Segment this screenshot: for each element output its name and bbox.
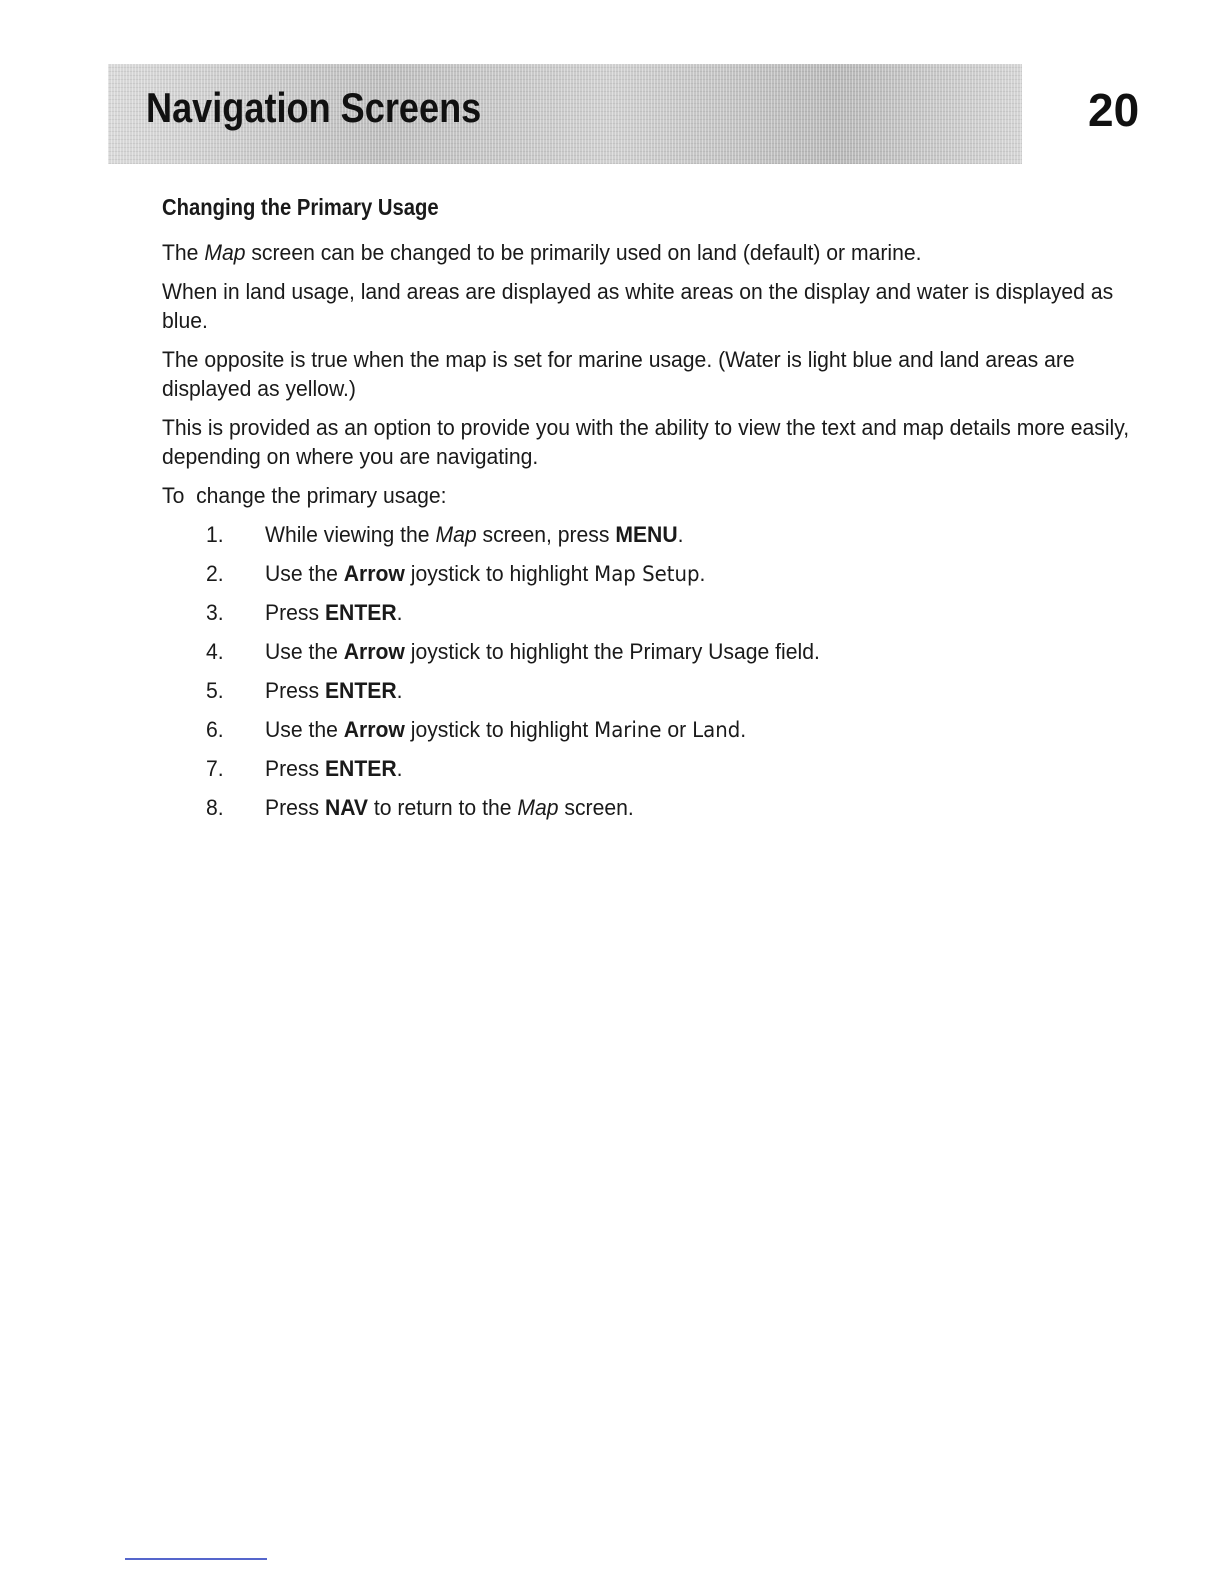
step-text xyxy=(265,676,403,705)
text-run: screen can be changed to be primarily used on land (default) or marine. xyxy=(245,240,922,265)
map-screen-name: Map xyxy=(517,795,559,820)
list-item xyxy=(162,715,1142,754)
map-screen-name: Map xyxy=(435,522,477,547)
step-text xyxy=(265,520,683,549)
step-text xyxy=(265,637,820,666)
paragraph-marine-usage: The opposite is true when the map is set for marine usage. (Water is light blue and land areas are displayed as yellow.) xyxy=(162,347,1075,401)
step-number: 3. xyxy=(206,600,224,625)
text-run: . xyxy=(699,561,706,586)
step-text xyxy=(265,598,403,627)
arrow-key: Arrow xyxy=(343,561,405,586)
text-run: to return to the xyxy=(368,795,518,820)
text-run: Use the xyxy=(265,561,344,586)
marine-option: Marine xyxy=(594,718,662,742)
step-text xyxy=(265,754,403,783)
list-item xyxy=(162,520,1142,559)
text-run: Press xyxy=(265,795,325,820)
step-number: 5. xyxy=(206,678,224,703)
text-run: joystick to highlight xyxy=(404,717,595,742)
text-run: screen. xyxy=(558,795,634,820)
step-text xyxy=(265,715,746,745)
text-run: Press xyxy=(265,600,325,625)
paragraph-intro xyxy=(162,238,1140,267)
enter-key: ENTER xyxy=(324,756,397,781)
text-run: screen, press xyxy=(476,522,616,547)
text-run: Use the xyxy=(265,639,344,664)
list-item xyxy=(162,559,1142,598)
footer-rule xyxy=(125,1558,267,1560)
text-run: While viewing the xyxy=(265,522,436,547)
page-number: 20 xyxy=(1088,84,1140,136)
paragraph-instructions-lead: To change the primary usage: xyxy=(162,483,447,508)
step-number: 4. xyxy=(206,639,224,664)
enter-key: ENTER xyxy=(324,678,397,703)
list-item xyxy=(162,793,1142,832)
step-number: 7. xyxy=(206,756,224,781)
text-run: joystick to highlight xyxy=(404,561,595,586)
step-number: 1. xyxy=(206,522,224,547)
text-run: or xyxy=(661,717,693,742)
text-run: Press xyxy=(265,678,325,703)
steps-list xyxy=(162,520,1142,832)
arrow-key: Arrow xyxy=(343,639,405,664)
text-run: . xyxy=(396,678,403,703)
nav-key: NAV xyxy=(324,795,369,820)
text-run: Use the xyxy=(265,717,344,742)
enter-key: ENTER xyxy=(324,600,397,625)
subheading: Changing the Primary Usage xyxy=(162,194,439,220)
page-content xyxy=(162,190,1142,832)
list-item xyxy=(162,676,1142,715)
step-text xyxy=(265,793,634,822)
land-option: Land xyxy=(692,718,741,742)
menu-key: MENU xyxy=(615,522,678,547)
text-run: . xyxy=(396,600,403,625)
text-run: . xyxy=(396,756,403,781)
paragraph-option: This is provided as an option to provide you with the ability to view the text and map details more easily, depending on where you are navigating. xyxy=(162,415,1130,469)
text-run: joystick to highlight the Primary Usage field. xyxy=(404,639,820,664)
map-screen-name: Map xyxy=(204,240,246,265)
text-run: . xyxy=(740,717,747,742)
map-setup-menu-item: Map Setup xyxy=(594,562,700,586)
list-item xyxy=(162,754,1142,793)
list-item xyxy=(162,637,1142,676)
list-item xyxy=(162,598,1142,637)
step-number: 2. xyxy=(206,561,224,586)
arrow-key: Arrow xyxy=(343,717,405,742)
step-text xyxy=(265,559,705,589)
section-title: Navigation Screens xyxy=(146,84,482,131)
paragraph-land-usage: When in land usage, land areas are displayed as white areas on the display and water is displayed as blue. xyxy=(162,279,1114,333)
step-number: 6. xyxy=(206,717,224,742)
text-run: Press xyxy=(265,756,325,781)
text-run: The xyxy=(162,240,205,265)
text-run: . xyxy=(677,522,684,547)
step-number: 8. xyxy=(206,795,224,820)
